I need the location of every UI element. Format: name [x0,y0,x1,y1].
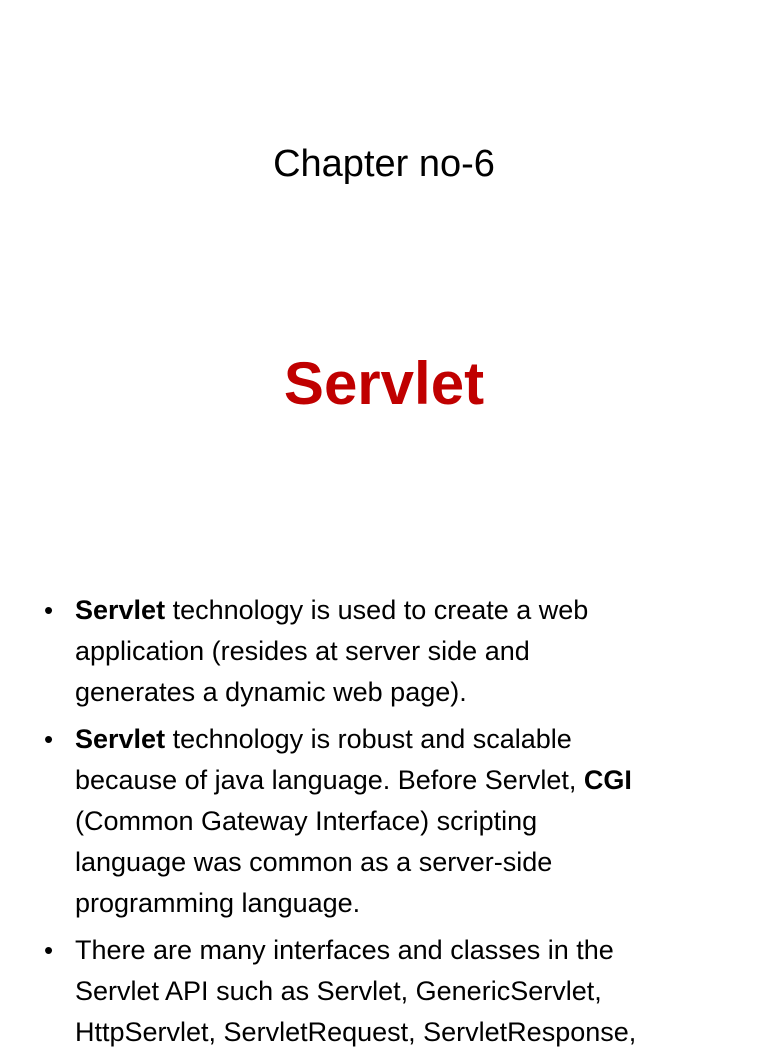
bullet-text: application (resides at server side and [75,636,530,666]
bullet-line [75,930,734,971]
bullet-text: HttpServlet, ServletRequest, ServletResponse, [75,1017,637,1047]
bullet-item [44,930,734,1053]
bullet-text: generates a dynamic web page). [75,677,467,707]
bullet-text: (Common Gateway Interface) scripting [75,806,538,836]
bold-term: Servlet [75,724,166,754]
bullet-line [75,672,734,713]
bullet-line [75,719,734,760]
bullet-text: technology is used to create a web [165,595,589,625]
bullet-text: language was common as a server-side [75,847,553,877]
bullet-line [75,971,734,1012]
bullet-item [44,719,734,924]
bullet-line [75,1012,734,1053]
bullet-text: technology is robust and scalable [165,724,572,754]
bullet-marker: • [44,935,54,965]
bullet-line [75,590,734,631]
slide-title: Servlet [283,350,485,417]
bullet-line [75,631,734,672]
bullet-item [44,590,734,713]
bold-term: Servlet [75,595,166,625]
bullet-line [75,760,734,801]
bullet-text: because of java language. Before Servlet, [75,765,584,795]
bullet-text: Servlet API such as Servlet, GenericServlet, [75,976,602,1006]
bullet-text: There are many interfaces and classes in the [75,935,614,965]
bullet-line [75,801,734,842]
bullet-marker: • [44,595,54,625]
bullet-text: programming language. [75,888,361,918]
bullet-line [75,842,734,883]
bullet-list [44,590,734,1059]
bullet-line [75,883,734,924]
bullet-marker: • [44,724,54,754]
bold-term: CGI [583,765,632,795]
chapter-heading: Chapter no-6 [273,143,495,185]
